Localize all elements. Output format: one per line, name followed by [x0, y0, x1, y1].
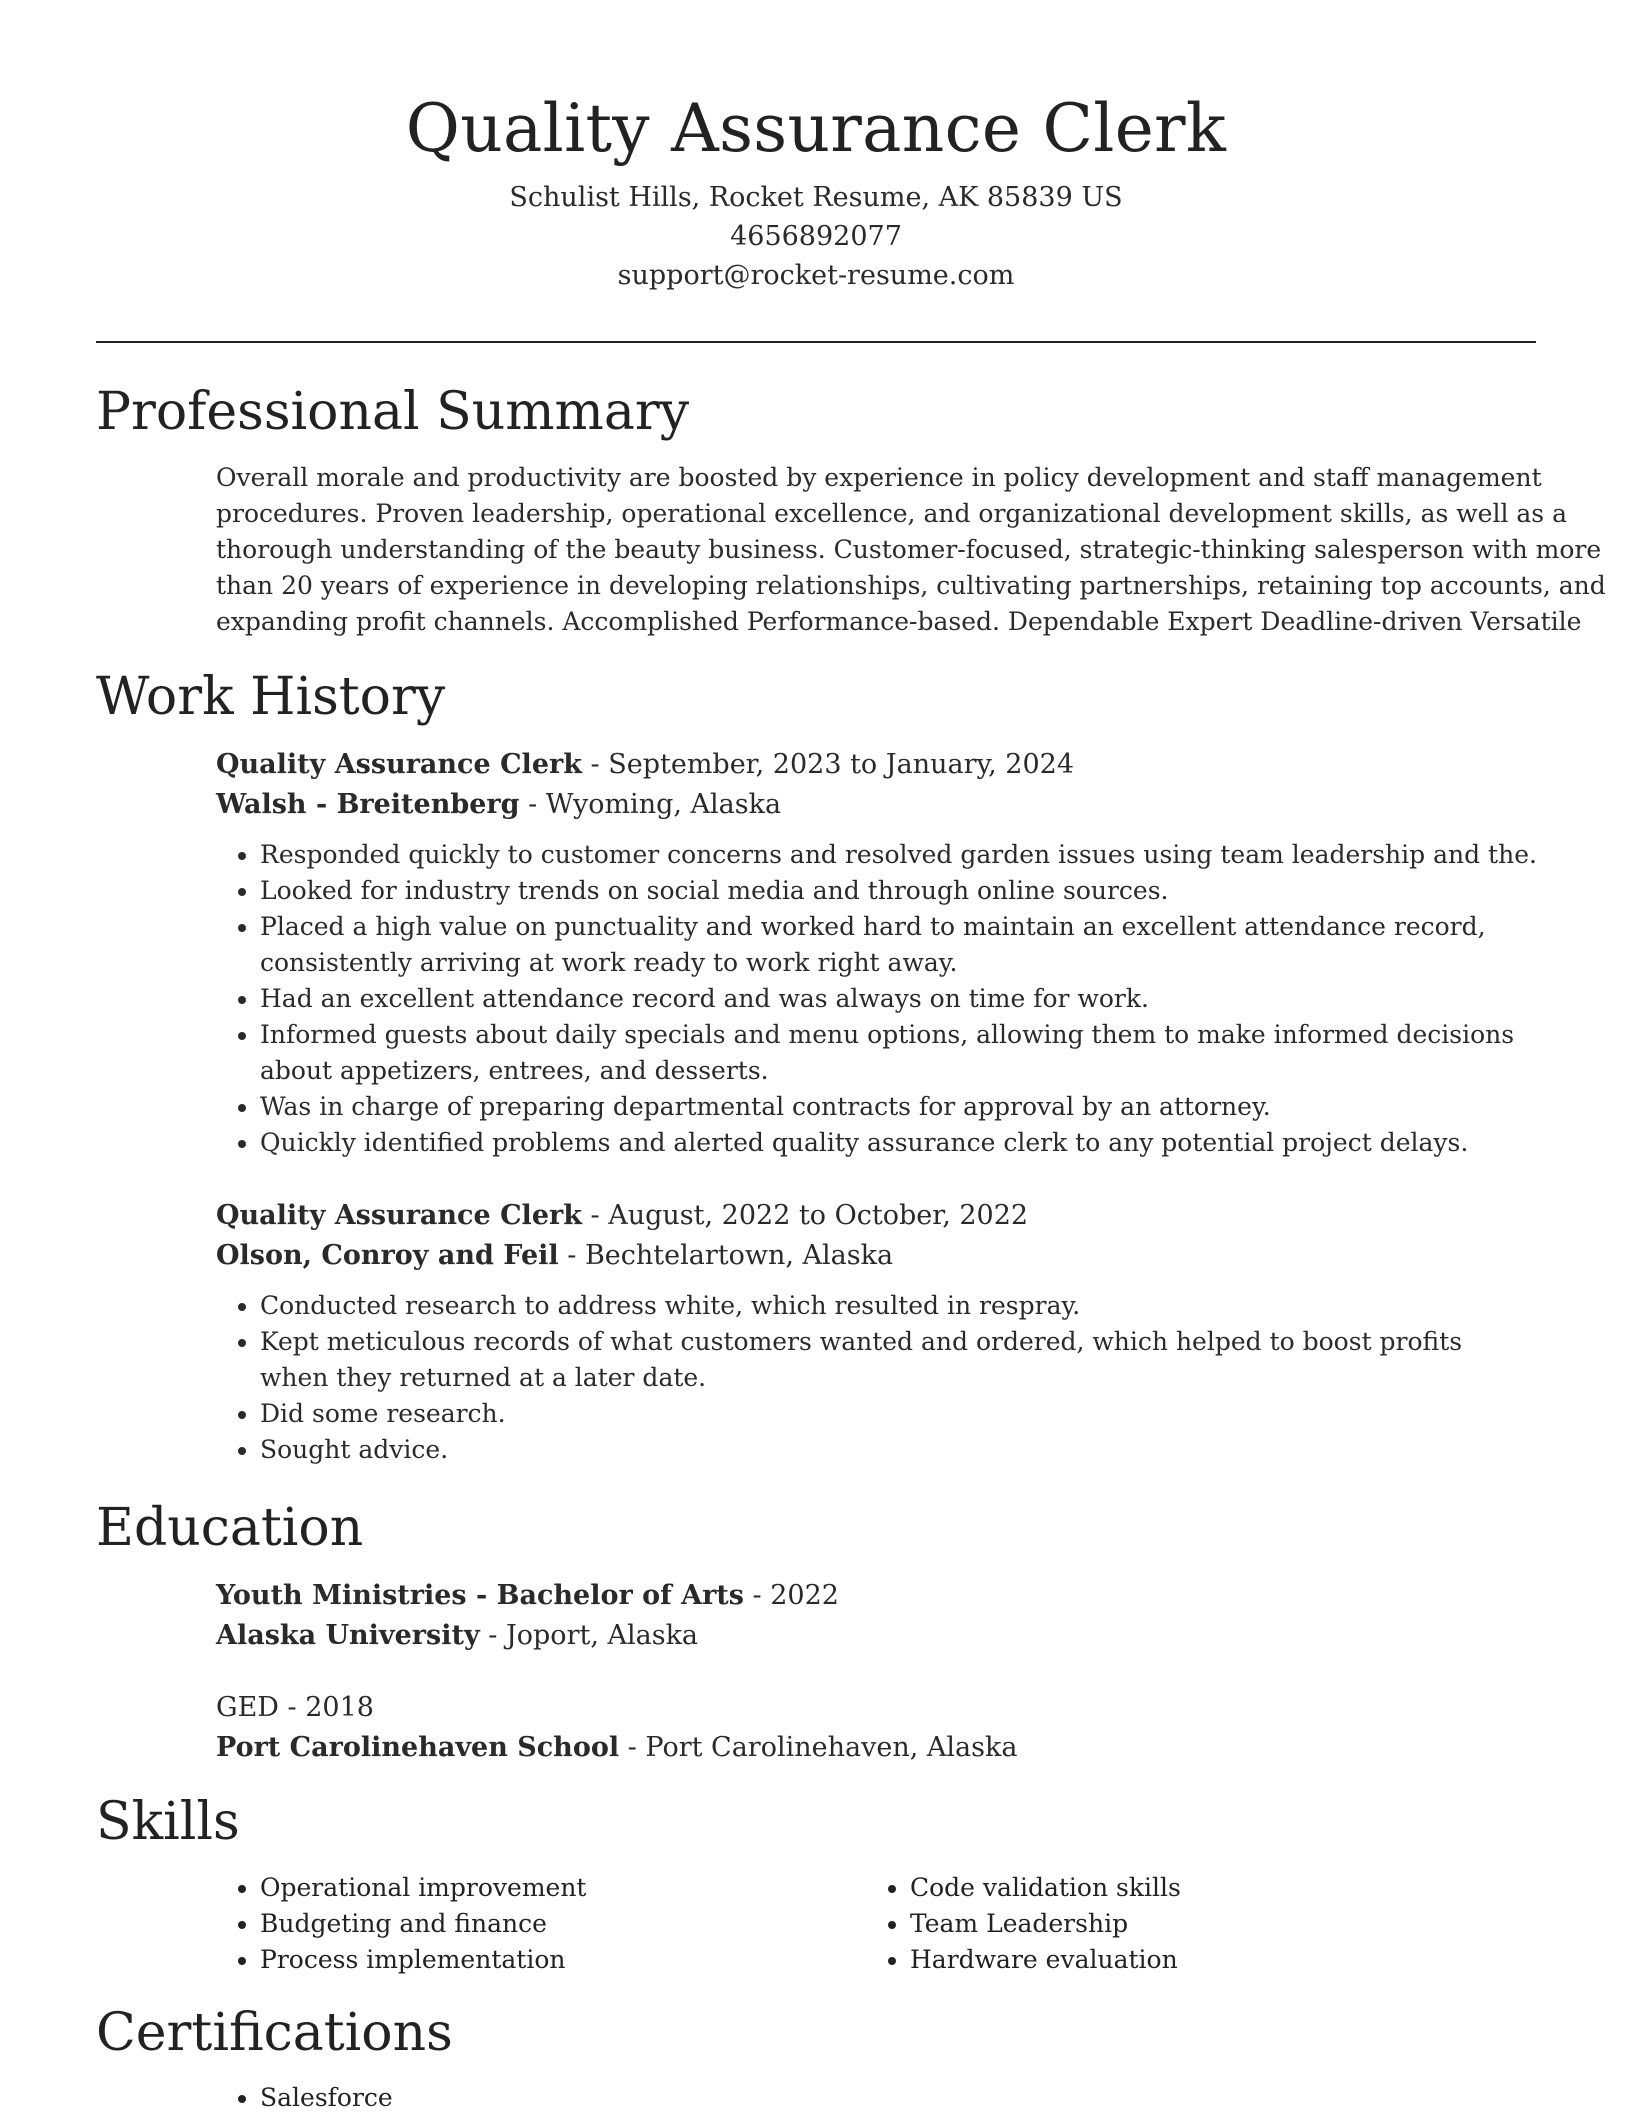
- resume-header: [0, 82, 1632, 295]
- skills-list: [866, 1870, 1466, 1978]
- education-degree: GED: [216, 1692, 279, 1723]
- job-bullet: • Conducted research to address white, which resulted in respray.: [260, 1288, 1536, 1324]
- summary-line: procedures. Proven leadership, operational excellence, and organizational development skills, as well as a: [216, 499, 1567, 528]
- skill-item: • Code validation skills: [910, 1870, 1466, 1906]
- job-bullets: [216, 1288, 1536, 1468]
- job-bullet: • Did some research.: [260, 1396, 1536, 1432]
- job-bullet: • Placed a high value on punctuality and worked hard to maintain an excellent attendance record, consistently arriving at work ready to work right away.: [260, 909, 1536, 981]
- education-school: Port Carolinehaven School: [216, 1732, 620, 1763]
- skill-item: • Operational improvement: [260, 1870, 816, 1906]
- summary-line: thorough understanding of the beauty business. Customer-focused, strategic-thinking salesperson with more: [216, 535, 1602, 564]
- certification-item: • Salesforce: [260, 2080, 816, 2116]
- education-school-line: [216, 1616, 1536, 1656]
- summary-text: [216, 460, 1606, 640]
- job-company-line: [216, 785, 1536, 825]
- certifications-list: [216, 2080, 816, 2116]
- education-entry: [216, 1576, 1536, 1656]
- summary-line: Overall morale and productivity are boosted by experience in policy development and staff management: [216, 463, 1542, 492]
- job-bullet: • Quickly identified problems and alerted quality assurance clerk to any potential project delays.: [260, 1125, 1536, 1161]
- skill-item: • Process implementation: [260, 1942, 816, 1978]
- education-entry: [216, 1688, 1536, 1768]
- summary-line: expanding profit channels. Accomplished Performance-based. Dependable Expert Deadline-driven Versatile: [216, 607, 1582, 636]
- job-bullet: • Responded quickly to customer concerns and resolved garden issues using team leadership and the.: [260, 837, 1536, 873]
- skills-column-right: [866, 1870, 1466, 1978]
- job-bullet: • Looked for industry trends on social media and through online sources.: [260, 873, 1536, 909]
- contact-address: Schulist Hills, Rocket Resume, AK 85839 US: [509, 182, 1123, 213]
- job-bullet: • Informed guests about daily specials and menu options, allowing them to make informed decisions about appetizers, entrees, and desserts.: [260, 1017, 1536, 1089]
- education-year: - 2022: [743, 1580, 839, 1611]
- contact-phone: 4656892077: [730, 221, 902, 252]
- job-bullet: • Was in charge of preparing departmental contracts for approval by an attorney.: [260, 1089, 1536, 1125]
- certifications-list-wrap: [216, 2080, 816, 2116]
- education-location: - Joport, Alaska: [479, 1620, 699, 1651]
- certifications-heading: Certifications: [96, 2003, 453, 2063]
- job-company: Walsh - Breitenberg: [216, 789, 520, 820]
- summary-line: than 20 years of experience in developing relationships, cultivating partnerships, retaining top accounts, and: [216, 571, 1606, 600]
- job-location: - Bechtelartown, Alaska: [558, 1240, 894, 1271]
- education-degree-line: [216, 1688, 1536, 1728]
- job-dates: - August, 2022 to October, 2022: [581, 1200, 1029, 1231]
- skill-item: • Hardware evaluation: [910, 1942, 1466, 1978]
- education-degree: Youth Ministries - Bachelor of Arts: [216, 1580, 744, 1611]
- skills-heading: Skills: [96, 1792, 240, 1852]
- job-title-line: [216, 1196, 1536, 1236]
- header-divider: [96, 341, 1536, 343]
- skills-column-left: [216, 1870, 816, 1978]
- education-degree-line: [216, 1576, 1536, 1616]
- job-entry: [216, 745, 1536, 1161]
- job-company-line: [216, 1236, 1536, 1276]
- job-role: Quality Assurance Clerk: [216, 749, 582, 780]
- education-heading: Education: [96, 1498, 364, 1558]
- job-bullets: [216, 837, 1536, 1161]
- job-role: Quality Assurance Clerk: [216, 1200, 582, 1231]
- skill-item: • Team Leadership: [910, 1906, 1466, 1942]
- summary-heading: Professional Summary: [96, 382, 690, 442]
- job-bullet: • Had an excellent attendance record and was always on time for work.: [260, 981, 1536, 1017]
- candidate-name: Quality Assurance Clerk: [405, 90, 1227, 167]
- education-school-line: [216, 1728, 1536, 1768]
- job-entry: [216, 1196, 1536, 1468]
- job-bullet: • Kept meticulous records of what customers wanted and ordered, which helped to boost profits when they returned at a later date.: [260, 1324, 1536, 1396]
- education-location: - Port Carolinehaven, Alaska: [619, 1732, 1018, 1763]
- job-location: - Wyoming, Alaska: [519, 789, 782, 820]
- job-bullet: • Sought advice.: [260, 1432, 1536, 1468]
- education-year: - 2018: [278, 1692, 374, 1723]
- work-history-heading: Work History: [96, 667, 446, 727]
- skills-list: [216, 1870, 816, 1978]
- education-school: Alaska University: [216, 1620, 480, 1651]
- skill-item: • Budgeting and finance: [260, 1906, 816, 1942]
- job-title-line: [216, 745, 1536, 785]
- job-dates: - September, 2023 to January, 2024: [581, 749, 1075, 780]
- contact-info: [0, 178, 1632, 295]
- job-company: Olson, Conroy and Feil: [216, 1240, 559, 1271]
- contact-email: support@rocket-resume.com: [617, 260, 1015, 291]
